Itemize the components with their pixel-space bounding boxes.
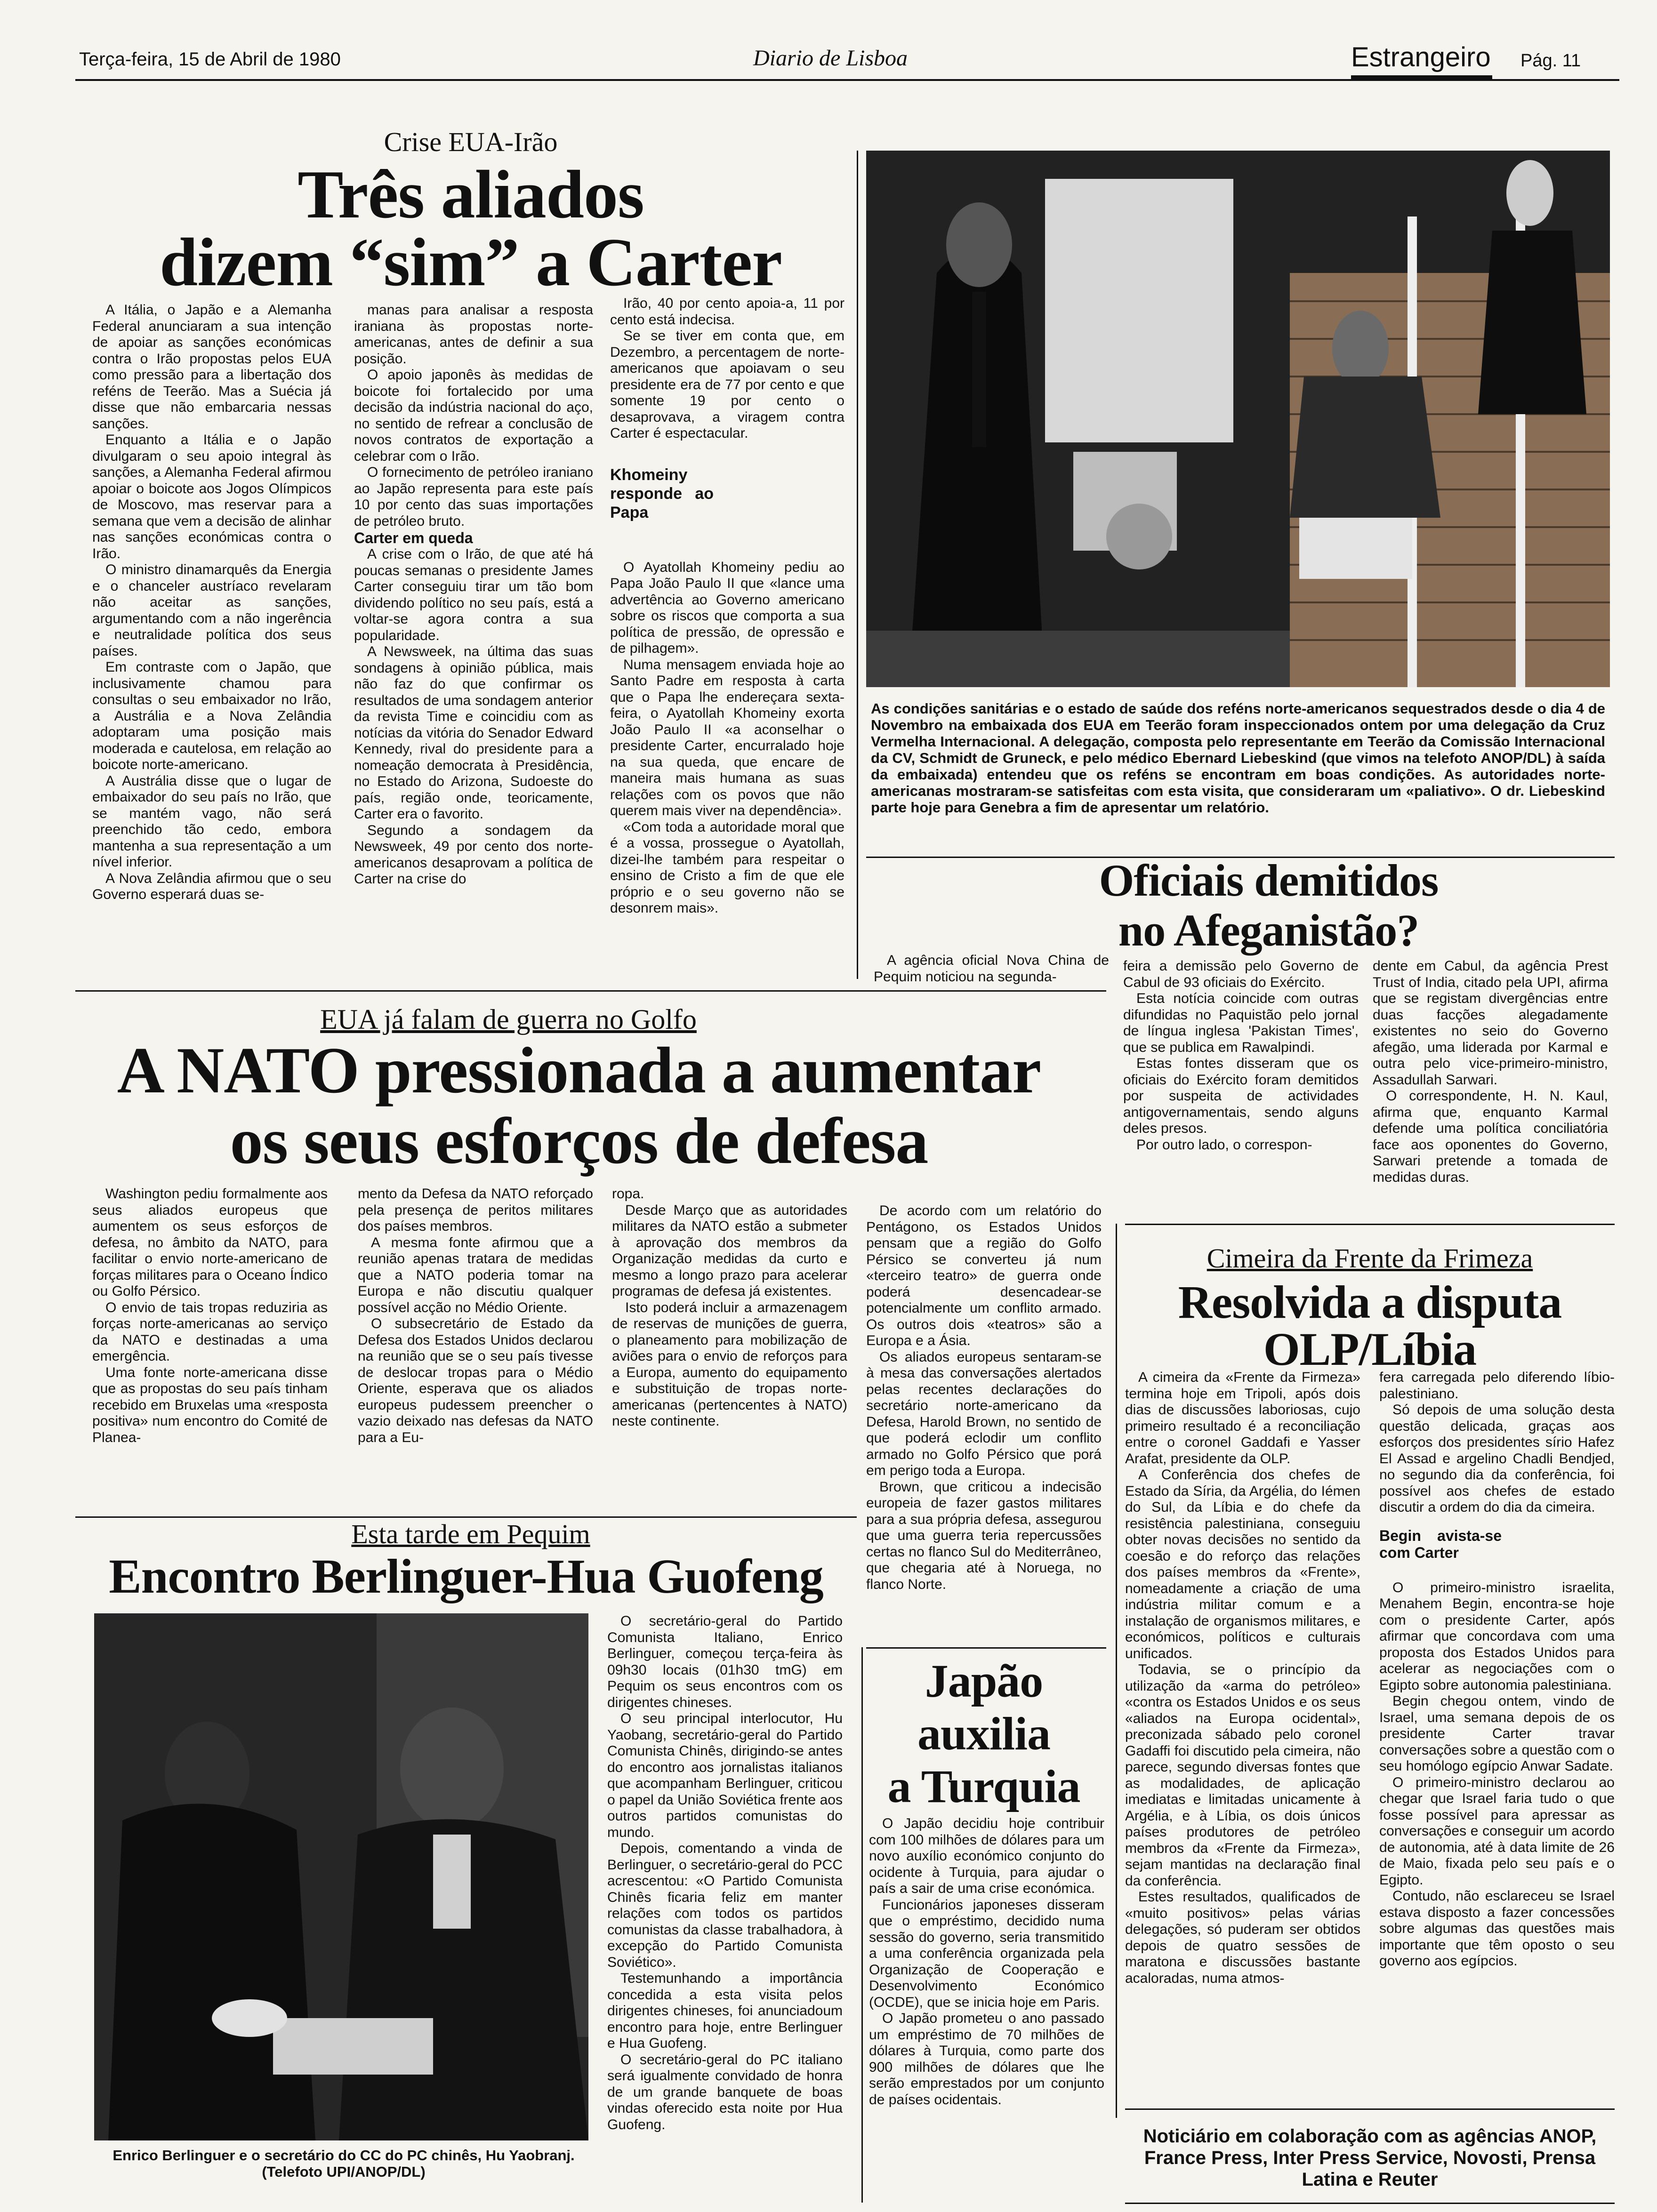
berlinguer-photo <box>94 1613 588 2140</box>
nato-column-2 <box>358 1186 593 1515</box>
iran-column-2 <box>354 302 593 973</box>
paragraph: O secretário-geral do PC italiano será igualmente convidado de honra de um grande banquete de boas vindas oferecido esta noite por Hua Guofeng. <box>607 2052 843 2132</box>
divider <box>1125 2108 1615 2110</box>
subheading-khomeiny: Khomeiny responde ao Papa <box>610 465 714 521</box>
paragraph: O subsecretário de Estado da Defesa dos Estados Unidos declarou na reunião que se o seu país tivesse de deslocar tropas para o Médio Oriente, esperava que os aliados europeus pudessem preencher o vazio deixado nas defesas da NATO para a Eu- <box>358 1316 593 1445</box>
paragraph: O Japão prometeu o ano passado um empréstimo de 70 milhões de dólares à Turquia, como parte dos 900 milhões de dólares que lhe serão emprestados por um conjunto de países ocidentais. <box>869 2011 1104 2108</box>
berlinguer-kicker-text: Esta tarde em Pequim <box>351 1519 590 1549</box>
hostages-embassy-photo <box>866 151 1610 687</box>
afghan-column-2 <box>1123 958 1359 1212</box>
paragraph: A crise com o Irão, de que até há poucas semanas o presidente James Carter conseguiu tirar um tão bom dividendo político no seu país, está a voltar-se agora contra a sua popularidade. <box>354 546 593 643</box>
divider <box>75 990 1106 992</box>
nato-headline-line1: A NATO pressionada a aumentar <box>117 1034 1041 1107</box>
paragraph: mento da Defesa da NATO reforçado pela presença de peritos militares dos países membros. <box>358 1186 593 1234</box>
paragraph: Testemunhando a importância concedida a esta visita pelos dirigentes chineses, foi anunciadoum encontro para hoje, entre Berlinguer e Hua Guofeng. <box>607 1971 843 2051</box>
section-underline <box>1351 75 1492 80</box>
paragraph: A Newsweek, na última das suas sondagens à opinião pública, mais não faz do que confirmar os resultados de uma sondagem anterior da revista Time e coincidiu com as notícias da vitória do Senador Edward Kennedy, rival do presidente para a nomeação democrata à Presidência, no Estado do Arizona, Sudoeste do país, região onde, teoricamente, Carter era o favorito. <box>354 644 593 822</box>
japan-headline-line2: auxilia <box>917 1707 1050 1760</box>
afghan-column-1 <box>874 953 1109 990</box>
divider <box>1116 1224 1117 2118</box>
olp-kicker <box>1125 1242 1615 1274</box>
page-number: Pág. 11 <box>1520 51 1581 71</box>
iran-column-3 <box>610 296 845 973</box>
paragraph: O Japão decidiu hoje contribuir com 100 milhões de dólares para um novo auxílio económico conjunto do ocidente à Turquia, para ajudar o país a sair de uma crise económica. <box>869 1816 1104 1896</box>
paragraph: Segundo a sondagem da Newsweek, 49 por cento dos norte-americanos desaprovam a política de Carter na crise do <box>354 822 593 887</box>
paragraph: A Austrália disse que o lugar de embaixador do seu país no Irão, que se mantém vago, não será preenchido tão cedo, embora mantenha a sua representação a um nível inferior. <box>92 773 331 870</box>
olp-column-1 <box>1125 1370 1360 2080</box>
paragraph: Se se tiver em conta que, em Dezembro, a percentagem de norte-americanos que apoiavam o seu presidente era de 77 por cento e que somente 19 por cento o desaprovava, a viragem contra Carter é espectacular. <box>610 328 845 441</box>
paragraph: feira a demissão pelo Governo de Cabul de 93 oficiais do Exército. <box>1123 958 1359 990</box>
iran-kicker: Crise EUA-Irão <box>384 127 558 157</box>
olp-headline-line2: OLP/Líbia <box>1263 1323 1477 1375</box>
paragraph: O envio de tais tropas reduziria as forças norte-americanas ao serviço da NATO e destinadas a uma emergência. <box>92 1299 328 1364</box>
paragraph: Isto poderá incluir a armazenagem de reservas de munições de guerra, o planeamento para mobilização de aviões para o envio de reforços para a Europa, aumento do equipamento e substituição de tropas norte-americanas (pertencentes à NATO) neste continente. <box>612 1299 847 1429</box>
paragraph: A mesma fonte afirmou que a reunião apenas tratara de medidas que a NATO poderia tomar na Europa e não discutiu qualquer possível acção no Médio Oriente. <box>358 1234 593 1315</box>
paragraph: Estas fontes disseram que os oficiais do Exército foram demitidos por suspeita de actividades antigovernamentais, sendo alguns deles presos. <box>1123 1056 1359 1136</box>
divider <box>861 1647 863 2203</box>
afghan-column-3 <box>1373 958 1608 1212</box>
paragraph: Desde Março que as autoridades militares da NATO estão a submeter à aprovação dos membros da Organização medidas da curto e mesmo a longo prazo para acelerar programas de defesa já existentes. <box>612 1202 847 1299</box>
berlinguer-column <box>607 1613 843 2183</box>
paragraph: manas para analisar a resposta iraniana às propostas norte-americanas, antes de definir a sua posição. <box>354 302 593 367</box>
paragraph: De acordo com um relatório do Pentágono, os Estados Unidos pensam que a região do Golfo Pérsico se converteu já num «terceiro teatro» de guerra onde poderá desencadear-se potencialmente um conflito armado. Os outros dois «teatros» são a Europa e a Ásia. <box>866 1203 1102 1348</box>
paragraph: Begin chegou ontem, vindo de Israel, uma semana depois de os presidente Carter travar conversações sobre a questão com o seu homólogo egípcio Anwar Sadate. <box>1379 1693 1615 1774</box>
paragraph: Por outro lado, o correspon- <box>1136 1137 1312 1153</box>
nato-headline-line2: os seus esforços de defesa <box>230 1105 928 1178</box>
divider <box>866 1647 1106 1649</box>
olp-column-2 <box>1379 1370 1615 2052</box>
iran-column-1 <box>92 302 331 973</box>
japan-headline-line3: a Turquia <box>887 1760 1080 1812</box>
paragraph: O ministro dinamarquês da Energia e o chanceler austríaco revelaram não aceitar as sanções, argumentando com a não ingerência e neutralidade política dos seus países. <box>92 562 331 659</box>
paragraph: Só depois de uma solução desta questão delicada, graças aos esforços dos presidentes sírio Hafez El Assad e argelino Chadli Bendjed, no segundo dia da conferência, foi possível aos chefes de estado discutir a ordem do dia da cimeira. <box>1379 1402 1615 1515</box>
berlinguer-headline: Encontro Berlinguer-Hua Guofeng <box>109 1549 823 1603</box>
paragraph: A Itália, o Japão e a Alemanha Federal anunciaram a sua intenção de apoiar as sanções económicas contra o Irão propostas pelos EUA como pressão para a libertação dos reféns de Teerão. Mas a Suécia já disse que não embarcaria nessas sanções. <box>92 302 331 432</box>
paragraph: O correspondente, H. N. Kaul, afirma que, enquanto Karmal defende uma política conciliatória face aos oponentes do Governo, Sarwari pretende a tomada de medidas duras. <box>1373 1088 1608 1185</box>
paragraph: ropa. <box>612 1186 644 1202</box>
paragraph: Enquanto a Itália e o Japão divulgaram o seu apoio integral às sanções, a Alemanha Federal afirmou apoiar o boicote aos Jogos Olímpicos de Moscovo, mas reservar para a semana que vem a decisão de alinhar nas sanções económicas contra o Irão. <box>92 432 331 561</box>
paragraph: A Conferência dos chefes de Estado da Síria, da Argélia, do Iémen do Sul, da Líbia e do chefe da resistência palestiniana, conseguiu obter novas decisões no sentido da coesão e do reforço das relações dos países membros da «Frente», nomeadamente a criação de uma indústria militar comum e a instalação de organismos militares, e económicos, políticos e culturais unificados. <box>1125 1467 1360 1661</box>
paragraph: Os aliados europeus sentaram-se à mesa das conversações alertados pelas recentes declarações do secretário norte-americano da Defesa, Harold Brown, no sentido de que poderá eclodir um conflito armado no Golfo Pérsico que porá em perigo toda a Europa. <box>866 1349 1102 1478</box>
paragraph: dente em Cabul, da agência Prest Trust of India, citado pela UPI, afirma que se registam divergências entre duas facções alegadamente existentes no seio do Governo afegão, uma liderada por Karmal e outra pelo vice-primeiro-ministro, Assadullah Sarwari. <box>1373 958 1608 1088</box>
paragraph: fera carregada pelo diferendo líbio-palestiniano. <box>1379 1370 1615 1402</box>
paragraph: Brown, que criticou a indecisão europeia de fazer gastos militares para a sua própria defesa, assegurou que uma guerra teria repercussões certas no flanco Sul do Mediterrâneo, que chegaria até à Noruega, no flanco Norte. <box>866 1479 1102 1592</box>
nato-column-4 <box>866 1203 1102 1641</box>
paragraph: A agência oficial Nova China de Pequim noticiou na segunda- <box>874 953 1109 985</box>
paragraph: Depois, comentando a vinda de Berlinguer, o secretário-geral do PCC acrescentou: «O Partido Comunista Chinês ficaria feliz em manter relações com todos os partidos comunistas da classe trabalhadora, à excepção do Partido Comunista Soviético». <box>607 1841 843 1970</box>
paragraph: Numa mensagem enviada hoje ao Santo Padre em resposta à carta que o Papa lhe endereçara sexta-feira, o Ayatollah Khomeiny exorta João Paulo II «a aconselhar o presidente Carter, encurralado hoje na sua queda, que encare de maneira mais humana as suas relações com os povos que não querem mais viver na dependência». <box>610 657 845 818</box>
masthead: Diario de Lisboa <box>753 46 908 71</box>
photo-illustration <box>866 151 1610 687</box>
olp-headline-line1: Resolvida a disputa <box>1178 1276 1562 1328</box>
divider <box>1125 1224 1615 1225</box>
japan-column <box>869 1816 1104 2188</box>
paragraph: Contudo, não esclareceu se Israel estava disposto a fazer concessões sobre algumas das questões mais importante que têm oposto o seu governo aos egípcios. <box>1379 1888 1615 1969</box>
divider <box>75 1516 857 1518</box>
paragraph: «Com toda a autoridade moral que é a vossa, prossegue o Ayatollah, dizei-lhe também para respeitar o ensino de Cristo a fim de que ele próprio e o seu governo não se desonrem mais». <box>610 819 845 916</box>
paragraph: A cimeira da «Frente da Firmeza» termina hoje em Tripoli, após dois dias de discussões laboriosas, cujo primeiro resultado é a reconciliação entre o coronel Gaddafi e Yasser Arafat, presidente da OLP. <box>1125 1370 1360 1467</box>
paragraph: Em contraste com o Japão, que inclusivamente chamou para consultas o seu embaixador no Irão, a Austrália e a Nova Zelândia adoptaram uma posição mais moderada e cautelosa, em relação ao boicote norte-americano. <box>92 659 331 772</box>
iran-headline-line2: dizem “sim” a Carter <box>160 224 782 300</box>
afghan-headline-line2: no Afeganistão? <box>1118 905 1419 955</box>
paragraph: Washington pediu formalmente aos seus aliados europeus que aumentem os seus esforços de defesa, no âmbito da NATO, para facilitar o envio norte-americano de forças militares para o Oceano Índico ou Golfo Pérsico. <box>92 1186 328 1299</box>
paragraph: O primeiro-ministro israelita, Menahem Begin, encontra-se hoje com o presidente Carter, após afirmar que concordava com uma proposta dos Estados Unidos para acelerar as negociações com o Egipto sobre autonomia palestiniana. <box>1379 1579 1615 1693</box>
berlinguer-photo-caption: Enrico Berlinguer e o secretário do CC do PC chinês, Hu Yaobranj. (Telefoto UPI/ANOP/DL) <box>113 2147 575 2180</box>
subheading-begin: Begin avista-se com Carter <box>1379 1527 1502 1561</box>
subheading-carter: Carter em queda <box>354 529 473 546</box>
berlinguer-kicker <box>85 1518 857 1550</box>
paragraph: O Ayatollah Khomeiny pediu ao Papa João Paulo II que «lance uma advertência ao Governo americano sobre os riscos que comporta a sua política de pressão, de opressão e de pilhagem». <box>610 559 845 656</box>
paragraph: Todavia, se o princípio da utilização da «arma do petróleo» «contra os Estados Unidos e os seus «aliados na Europa ocidental», preconizada sábado pelo coronel Gadaffi foi discutido pela cimeira, não parece, segundo diversas fontes que as modalidades, de aplicação imediatas e limitadas unicamente à Argélia, e à Líbia, os dois únicos países produtores de petróleo membros da «Frente da Firmeza», sejam mantidas na declaração final da conferência. <box>1125 1662 1360 1889</box>
paragraph: A Nova Zelândia afirmou que o seu Governo esperará duas se- <box>92 870 331 902</box>
paragraph: Uma fonte norte-americana disse que as propostas do seu país tinham recebido em Bruxelas uma «resposta positiva» num encontro do Comité de Planea- <box>92 1364 328 1445</box>
paragraph: O fornecimento de petróleo iraniano ao Japão representa para este país 10 por cento das suas importações de petróleo bruto. <box>354 465 593 529</box>
section-name: Estrangeiro <box>1351 42 1491 72</box>
paragraph: O secretário-geral do Partido Comunista Italiano, Enrico Berlinguer, começou terça-feira às 09h30 locais (01h30 tmG) em Pequim os seus encontros com os dirigentes chineses. <box>607 1613 843 1710</box>
paragraph: Irão, 40 por cento apoia-a, 11 por cento está indecisa. <box>610 296 845 328</box>
paragraph: O seu principal interlocutor, Hu Yaobang, secretário-geral do Partido Comunista Chinês, dirigindo-se antes do encontro aos jornalistas italianos que acompanham Berlinguer, criticou o papel da União Soviética frente aos outros partidos comunistas do mundo. <box>607 1711 843 1840</box>
afghan-headline-line1: Oficiais demitidos <box>1099 855 1439 906</box>
paragraph: O apoio japonês às medidas de boicote foi fortalecido por uma decisão da indústria nacional do aço, no sentido de refrear a conclusão de novos contratos de exportação a celebrar com o Irão. <box>354 367 593 464</box>
nato-kicker-text: EUA já falam de guerra no Golfo <box>320 1004 697 1035</box>
nato-kicker <box>80 1003 937 1036</box>
paragraph: Funcionários japoneses disseram que o empréstimo, decidido numa sessão do governo, seria transmitido a uma conferência organizada pela Organização de Cooperação e Desenvolvimento Económico (OCDE), que se inicia hoje em Paris. <box>869 1897 1104 2010</box>
divider <box>1125 2203 1615 2204</box>
column-rule <box>857 151 858 979</box>
paragraph: Esta notícia coincide com outras difundidas no Paquistão pelo jornal de língua inglesa 'Pakistan Times', que se publica em Rawalpindi. <box>1123 991 1359 1055</box>
photo-illustration <box>94 1613 588 2140</box>
agencies-note: Noticiário em colaboração com as agências ANOP, France Press, Inter Press Service, Novosti, Prensa Latina e Reuter <box>1143 2126 1597 2190</box>
paragraph: Estes resultados, qualificados de «muito positivos» pelas várias delegações, só puderam ser obtidos depois de quatro sessões de maratona e discussões bastante acaloradas, numa atmos- <box>1125 1889 1360 1986</box>
japan-headline-line1: Japão <box>925 1655 1043 1707</box>
olp-kicker-text: Cimeira da Frente da Frimeza <box>1207 1243 1533 1274</box>
paragraph: O primeiro-ministro declarou ao chegar que Israel faria tudo o que fosse possível para apressar as conversações e conseguir um acordo de autonomia, até à data limite de 26 de Maio, fixada pelo seu país e o Egipto. <box>1379 1774 1615 1888</box>
issue-date: Terça-feira, 15 de Abril de 1980 <box>79 49 341 70</box>
hostages-photo-caption: As condições sanitárias e o estado de saúde dos reféns norte-americanos sequestrados desde o dia 4 de Novembro na embaixada dos EUA em Teerão foram inspeccionados ontem por uma delegação da Cruz Vermelha Internacional. A delegação, composta pelo representante em Teerão da Comissão Internacional da CV, Schmidt de Gruneck, e pelo médico Ebernard Liebeskind (que vimos na telefoto ANOP/DL) à saída da embaixada) entendeu que os reféns se encontram em boas condições. As autoridades norte-americanas mostraram-se satisfeitas com esta visita, que consideraram um «paliativo». O dr. Liebeskind parte hoje para Genebra a fim de apresentar um relatório. <box>871 700 1605 816</box>
nato-column-1 <box>92 1186 328 1515</box>
nato-column-3 <box>612 1186 847 1515</box>
iran-headline-line1: Três aliados <box>298 156 644 232</box>
